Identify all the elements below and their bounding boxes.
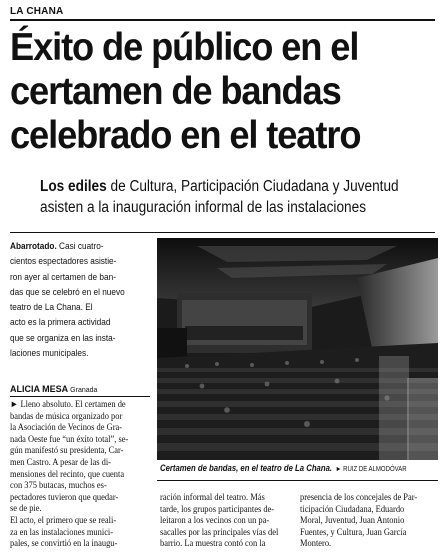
body-line: za en las instalaciones munici- xyxy=(10,527,114,538)
body-line: ticipación Ciudadana, Eduardo xyxy=(300,504,405,515)
byline-location: Granada xyxy=(70,387,98,394)
summary-line: das que se celebró en el nuevo xyxy=(10,286,125,298)
summary-line: ron ayer al certamen de ban- xyxy=(10,271,116,283)
summary-line: que se organiza en las insta- xyxy=(10,332,116,344)
section-label: LA CHANA xyxy=(10,6,64,17)
caption-rule xyxy=(157,480,438,481)
caption-text: Certamen de bandas, en el teatro de La Chana. xyxy=(160,463,333,473)
body-line: pales, se convirtió en la inaugu- xyxy=(10,539,118,550)
summary-line: acto es la primera actividad xyxy=(10,317,111,329)
headline-line: Éxito de público en el xyxy=(10,26,359,69)
body-line: El acto, el primero que se reali- xyxy=(10,515,117,526)
body-line: la Asociación de Vecinos de Gra- xyxy=(10,423,123,434)
summary-lead: Abarrotado. xyxy=(10,241,57,252)
subheadline-lead: Los ediles xyxy=(40,178,107,195)
subheadline-line-2: asisten a la inauguración informal de las instalaciones xyxy=(40,199,367,216)
body-line: barrio. La muestra contó con la xyxy=(160,539,266,550)
byline-rule xyxy=(10,396,150,397)
body-line: ► Lleno absoluto. El certamen de xyxy=(10,400,126,410)
summary-line xyxy=(10,239,125,254)
subheadline-line-1 xyxy=(40,176,399,197)
theater-photo xyxy=(157,238,438,460)
subheadline xyxy=(40,176,399,218)
body-line: tarde, los grupos participantes de- xyxy=(160,504,275,515)
body-line: con 375 butacas, muchos es- xyxy=(10,481,107,492)
byline xyxy=(10,384,150,394)
body-line: gún manifestó su presidenta, Car- xyxy=(10,446,124,457)
summary-box xyxy=(10,239,125,361)
top-rule xyxy=(10,19,435,21)
body-line: leitaron a los vecinos con un pa- xyxy=(160,516,270,527)
headline xyxy=(10,26,405,158)
photo-caption xyxy=(160,463,407,473)
body-line: pectadores tuvieron que quedar- xyxy=(10,492,119,503)
body-line: nada Oeste fue “un éxito total”, se- xyxy=(10,434,129,445)
summary-line: teatro de La Chana. El xyxy=(10,302,93,314)
byline-author: ALICIA MESA xyxy=(10,384,69,394)
article-column-2 xyxy=(160,493,278,551)
body-line: Fuentes, y Cultura, Juan García xyxy=(300,527,407,538)
subheadline-text: de Cultura, Participación Ciudadana y Juventud xyxy=(106,178,399,195)
article-column-3 xyxy=(300,493,417,551)
body-line: men Castro. A pesar de las di- xyxy=(10,457,111,468)
body-line: sacalles por las principales vías del xyxy=(160,527,279,538)
body-line: bandas de música organizado por xyxy=(10,411,123,422)
body-line: se de pie. xyxy=(10,504,42,515)
divider-rule xyxy=(10,232,435,233)
body-line: Montero. xyxy=(300,539,332,550)
summary-text: Casi cuatro- xyxy=(56,241,104,252)
summary-line: cientos espectadores asistie- xyxy=(10,256,117,268)
body-line: Moral, Juventud, Juan Antonio xyxy=(300,516,405,527)
headline-line: celebrado en el teatro xyxy=(10,114,361,157)
body-line: presencia de los concejales de Par- xyxy=(300,493,418,503)
summary-line: laciones municipales. xyxy=(10,348,89,360)
photo-credit: ► RUIZ DE ALMODÓVAR xyxy=(335,466,407,473)
headline-line: certamen de bandas xyxy=(10,70,341,113)
body-line: ración informal del teatro. Más xyxy=(160,493,265,503)
body-line: mensiones del recinto, que cuenta xyxy=(10,469,125,480)
article-column-1 xyxy=(10,400,128,551)
